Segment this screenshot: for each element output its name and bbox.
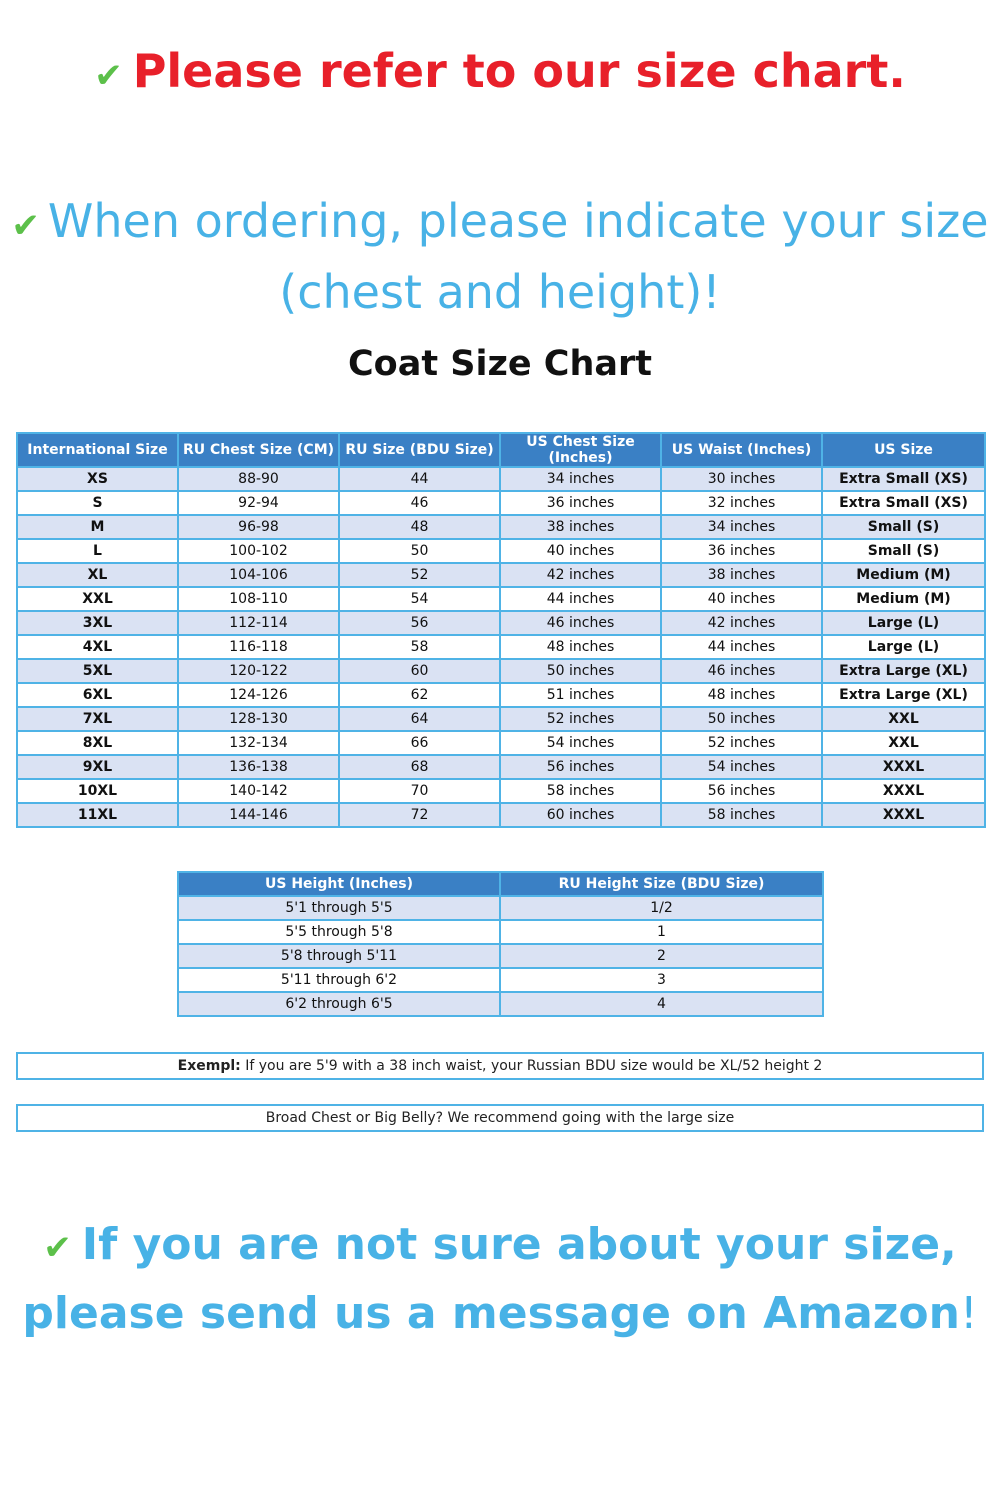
table-row: [17, 803, 985, 827]
table-cell: 48 inches: [500, 635, 661, 659]
table-cell: 1/2: [500, 896, 823, 920]
table-cell: 50 inches: [661, 707, 822, 731]
table-cell: 51 inches: [500, 683, 661, 707]
table-cell: Extra Small (XS): [822, 491, 985, 515]
table-cell: 5XL: [17, 659, 178, 683]
table-cell: 42 inches: [661, 611, 822, 635]
table-cell: 72: [339, 803, 500, 827]
table-row: [17, 587, 985, 611]
table-cell: 36 inches: [661, 539, 822, 563]
size_table-header-cell: RU Chest Size (CM): [178, 433, 339, 467]
table-cell: XXXL: [822, 755, 985, 779]
table-cell: 56 inches: [661, 779, 822, 803]
table-cell: 68: [339, 755, 500, 779]
table-cell: 58 inches: [661, 803, 822, 827]
instruction-line-1: When ordering, please indicate your size: [47, 194, 989, 248]
height_table-header-cell: US Height (Inches): [178, 872, 500, 896]
table-cell: 66: [339, 731, 500, 755]
table-cell: XS: [17, 467, 178, 491]
table-cell: 52 inches: [500, 707, 661, 731]
table-cell: 58 inches: [500, 779, 661, 803]
table-cell: 54 inches: [661, 755, 822, 779]
table-cell: 42 inches: [500, 563, 661, 587]
table-row: [17, 635, 985, 659]
closing-message: [0, 1212, 1000, 1347]
table-cell: 48 inches: [661, 683, 822, 707]
belly-note: [16, 1104, 984, 1132]
table-cell: 10XL: [17, 779, 178, 803]
table-cell: 104-106: [178, 563, 339, 587]
size_table-header-cell: US Chest Size (Inches): [500, 433, 661, 467]
check-icon: ✔: [94, 56, 123, 96]
table-cell: 3: [500, 968, 823, 992]
closing-line-2: please send us a message on Amazon: [22, 1288, 960, 1339]
table-cell: S: [17, 491, 178, 515]
check-icon: ✔: [43, 1228, 72, 1268]
table-cell: 3XL: [17, 611, 178, 635]
table-cell: 136-138: [178, 755, 339, 779]
check-icon: ✔: [11, 206, 40, 246]
example-note-label: Exempl:: [177, 1058, 241, 1074]
table-row: [17, 491, 985, 515]
table-cell: 5'1 through 5'5: [178, 896, 500, 920]
table-cell: 120-122: [178, 659, 339, 683]
table-cell: 34 inches: [661, 515, 822, 539]
belly-note-text: We recommend going with the large size: [443, 1110, 735, 1126]
table-cell: 46 inches: [500, 611, 661, 635]
table-cell: Extra Large (XL): [822, 659, 985, 683]
table-cell: 38 inches: [661, 563, 822, 587]
table-cell: 88-90: [178, 467, 339, 491]
table-cell: 6XL: [17, 683, 178, 707]
table-cell: 128-130: [178, 707, 339, 731]
table-cell: 46: [339, 491, 500, 515]
table-row: [178, 992, 823, 1016]
table-cell: 5'5 through 5'8: [178, 920, 500, 944]
table-cell: 9XL: [17, 755, 178, 779]
table-cell: 144-146: [178, 803, 339, 827]
table-cell: XXL: [822, 731, 985, 755]
table-cell: 11XL: [17, 803, 178, 827]
table-cell: 56 inches: [500, 755, 661, 779]
table-cell: 64: [339, 707, 500, 731]
table-cell: L: [17, 539, 178, 563]
table-cell: 5'11 through 6'2: [178, 968, 500, 992]
table-cell: Small (S): [822, 515, 985, 539]
table-cell: Large (L): [822, 611, 985, 635]
table-cell: 44 inches: [500, 587, 661, 611]
table-cell: 70: [339, 779, 500, 803]
table-cell: 124-126: [178, 683, 339, 707]
table-cell: 48: [339, 515, 500, 539]
table-cell: 8XL: [17, 731, 178, 755]
size_table-header-cell: International Size: [17, 433, 178, 467]
table-row: [17, 755, 985, 779]
closing-line-1: If you are not sure about your size,: [81, 1219, 957, 1270]
table-row: [178, 920, 823, 944]
table-cell: Medium (M): [822, 587, 985, 611]
chart-title: Coat Size Chart: [348, 344, 652, 384]
table-cell: Extra Small (XS): [822, 467, 985, 491]
size_table-header-cell: US Waist (Inches): [661, 433, 822, 467]
table-cell: 54: [339, 587, 500, 611]
instruction-line-2: (chest and height)!: [279, 265, 721, 319]
table-row: [17, 779, 985, 803]
table-row: [17, 563, 985, 587]
ordering-instruction: [0, 188, 1000, 325]
table-cell: 50 inches: [500, 659, 661, 683]
table-cell: 4: [500, 992, 823, 1016]
table-cell: Extra Large (XL): [822, 683, 985, 707]
table-row: [178, 896, 823, 920]
table-cell: 4XL: [17, 635, 178, 659]
headline: [0, 44, 1000, 98]
coat-size-table: [16, 432, 986, 828]
table-cell: 52: [339, 563, 500, 587]
table-cell: Small (S): [822, 539, 985, 563]
table-cell: 50: [339, 539, 500, 563]
table-cell: XXXL: [822, 803, 985, 827]
table-cell: 112-114: [178, 611, 339, 635]
table-cell: 56: [339, 611, 500, 635]
table-row: [178, 968, 823, 992]
table-cell: 5'8 through 5'11: [178, 944, 500, 968]
table-cell: 108-110: [178, 587, 339, 611]
example-note-text: If you are 5'9 with a 38 inch waist, your Russian BDU size would be XL/52 height 2: [240, 1058, 823, 1074]
table-row: [17, 659, 985, 683]
table-cell: 140-142: [178, 779, 339, 803]
table-cell: XL: [17, 563, 178, 587]
table-cell: 62: [339, 683, 500, 707]
belly-note-label: Broad Chest or Big Belly?: [265, 1110, 444, 1126]
table-cell: 54 inches: [500, 731, 661, 755]
table-row: [17, 467, 985, 491]
example-note: [16, 1052, 984, 1080]
closing-exclamation: !: [959, 1288, 978, 1339]
table-cell: 30 inches: [661, 467, 822, 491]
table-cell: 46 inches: [661, 659, 822, 683]
table-cell: 132-134: [178, 731, 339, 755]
table-cell: Large (L): [822, 635, 985, 659]
table-cell: 92-94: [178, 491, 339, 515]
table-cell: 38 inches: [500, 515, 661, 539]
table-cell: Medium (M): [822, 563, 985, 587]
table-cell: 60 inches: [500, 803, 661, 827]
table-row: [178, 944, 823, 968]
table-row: [17, 707, 985, 731]
table-cell: 32 inches: [661, 491, 822, 515]
table-cell: 40 inches: [661, 587, 822, 611]
table-row: [17, 731, 985, 755]
table-cell: 34 inches: [500, 467, 661, 491]
table-cell: 44 inches: [661, 635, 822, 659]
table-cell: 44: [339, 467, 500, 491]
table-row: [17, 683, 985, 707]
table-cell: 100-102: [178, 539, 339, 563]
table-cell: 40 inches: [500, 539, 661, 563]
table-cell: 6'2 through 6'5: [178, 992, 500, 1016]
table-cell: 58: [339, 635, 500, 659]
size_table-header-cell: US Size: [822, 433, 985, 467]
table-cell: 60: [339, 659, 500, 683]
table-cell: 2: [500, 944, 823, 968]
table-row: [17, 515, 985, 539]
table-cell: XXXL: [822, 779, 985, 803]
table-cell: 36 inches: [500, 491, 661, 515]
table-cell: 1: [500, 920, 823, 944]
table-cell: M: [17, 515, 178, 539]
table-cell: XXL: [17, 587, 178, 611]
height_table-header-cell: RU Height Size (BDU Size): [500, 872, 823, 896]
table-cell: XXL: [822, 707, 985, 731]
table-cell: 116-118: [178, 635, 339, 659]
table-cell: 52 inches: [661, 731, 822, 755]
headline-text: Please refer to our size chart.: [132, 44, 906, 98]
size_table-header-cell: RU Size (BDU Size): [339, 433, 500, 467]
table-row: [17, 539, 985, 563]
table-row: [17, 611, 985, 635]
height-size-table: [177, 871, 824, 1017]
table-cell: 7XL: [17, 707, 178, 731]
table-cell: 96-98: [178, 515, 339, 539]
